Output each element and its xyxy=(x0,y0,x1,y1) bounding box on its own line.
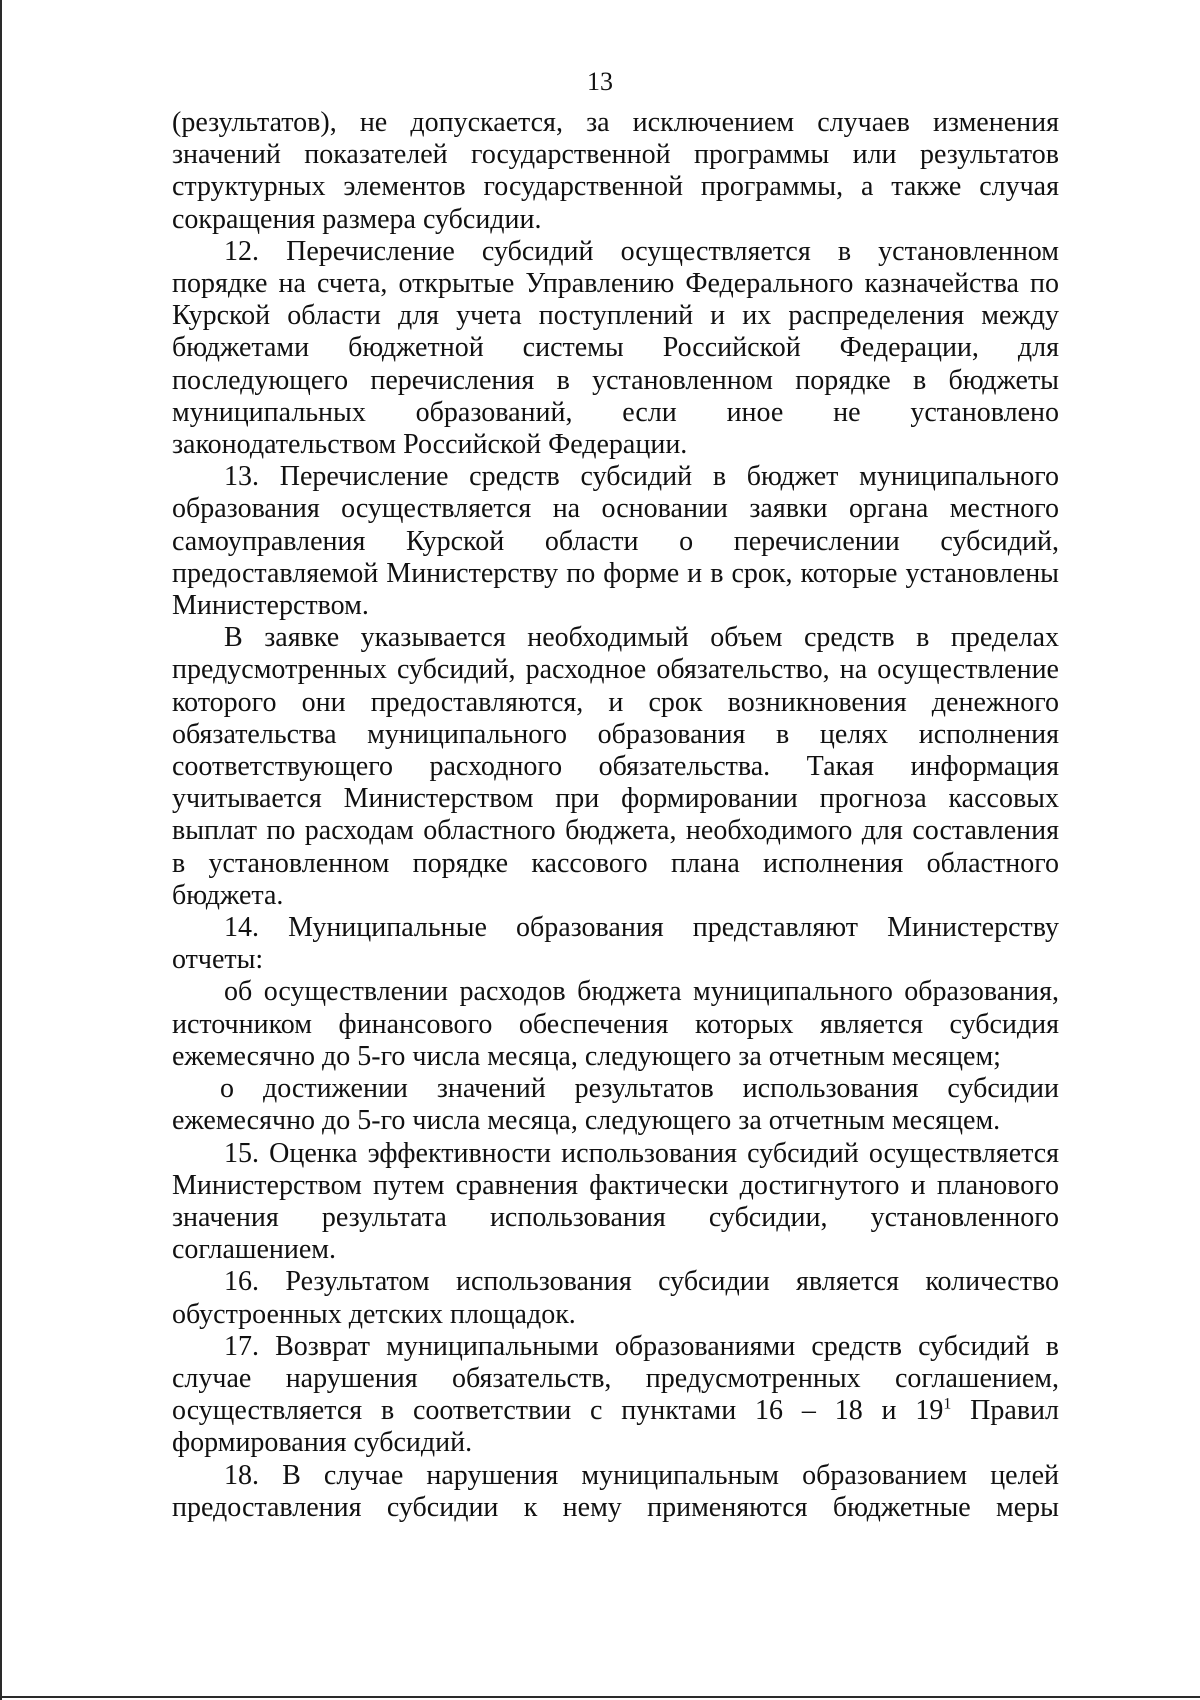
paragraph-17-text-after: Правил формирования субсидий. xyxy=(172,1395,1059,1459)
paragraph-12: 12. Перечисление субсидий осуществляется в установленном порядке на счета, открытые Управлению Федерального казначейства по Курской области для учета поступлений и их распределения между бюджетами бюджетной системы Российской Федерации, для последующего перечисления в установленном порядке в бюджеты муниципальных образований, если иное не установлено законодательством Российской Федерации. xyxy=(172,235,1059,461)
paragraph-14-report-expenses: об осуществлении расходов бюджета муниципального образования, источником финансового обеспечения которых является субсидия ежемесячно до 5-го числа месяца, следующего за отчетным месяцем; xyxy=(172,976,1059,1072)
paragraph-17-superscript: 1 xyxy=(943,1395,952,1413)
scan-edge-bottom xyxy=(0,1696,1200,1698)
paragraph-17-text-before: 17. Возврат муниципальными образованиями средств субсидий в случае нарушения обязательств, предусмотренных соглашением, осуществляется в соответствии с пунктами 16 – 18 и 19 xyxy=(172,1330,1059,1427)
paragraph-13-request: В заявке указывается необходимый объем средств в пределах предусмотренных субсидий, расходное обязательство, на осуществление которого они предоставляются, и срок возникновения денежного обязательства муниципального образования в целях исполнения соответствующего расходного обязательства. Такая информация учитывается Министерством при формировании прогноза кассовых выплат по расходам областного бюджета, необходимого для составления в установленном порядке кассового плана исполнения областного бюджета. xyxy=(172,622,1059,911)
paragraph-16: 16. Результатом использования субсидии является количество обустроенных детских площадок. xyxy=(172,1266,1059,1330)
paragraph-15: 15. Оценка эффективности использования субсидий осуществляется Министерством путем сравнения фактически достигнутого и планового значения результата использования субсидии, установленного соглашением. xyxy=(172,1137,1059,1266)
scan-edge-left xyxy=(0,0,2,1700)
page-number: 13 xyxy=(587,67,613,96)
document-body xyxy=(172,107,1059,1524)
paragraph-13: 13. Перечисление средств субсидий в бюджет муниципального образования осуществляется на основании заявки органа местного самоуправления Курской области о перечислении субсидий, предоставляемой Министерству по форме и в срок, которые установлены Министерством. xyxy=(172,461,1059,622)
paragraph-17 xyxy=(172,1331,1059,1460)
paragraph-14: 14. Муниципальные образования представляют Министерству отчеты: xyxy=(172,912,1059,976)
paragraph-18: 18. В случае нарушения муниципальным образованием целей предоставления субсидии к нему применяются бюджетные меры xyxy=(172,1459,1059,1523)
paragraph-14-report-results: о достижении значений результатов использования субсидии ежемесячно до 5-го числа месяца, следующего за отчетным месяцем. xyxy=(172,1073,1059,1137)
paragraph-continuation: (результатов), не допускается, за исключением случаев изменения значений показателей государственной программы или результатов структурных элементов государственной программы, а также случая сокращения размера субсидии. xyxy=(172,107,1059,235)
